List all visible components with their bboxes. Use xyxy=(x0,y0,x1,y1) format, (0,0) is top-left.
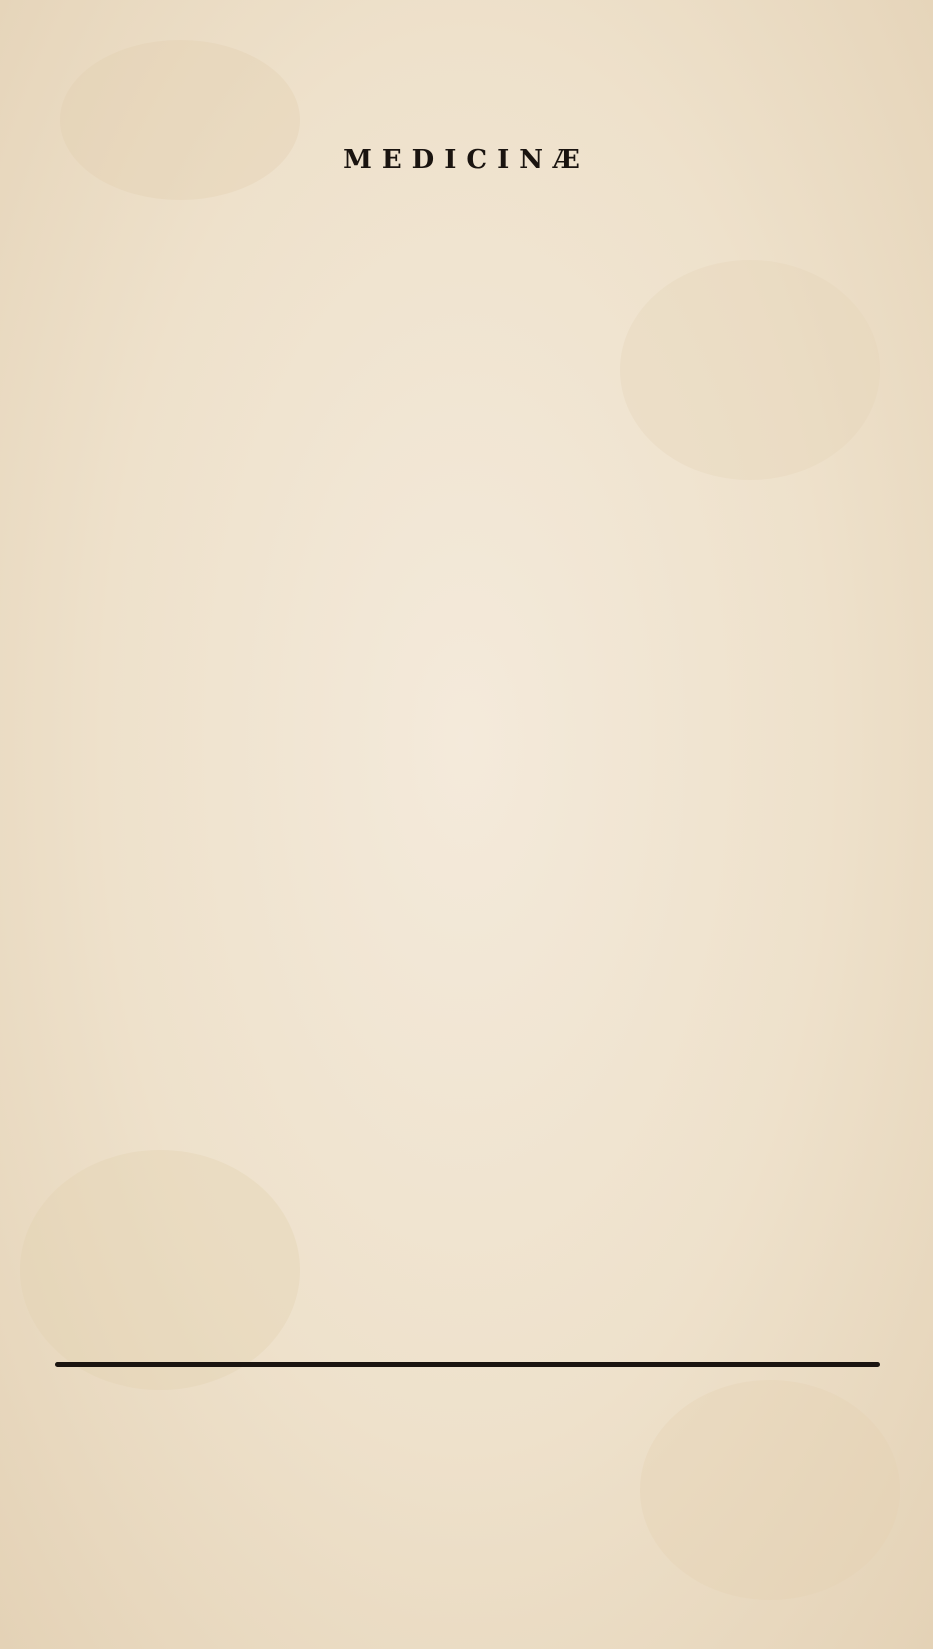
paper-stain xyxy=(640,1380,900,1600)
paper-stain xyxy=(20,1150,300,1390)
paper-stain xyxy=(620,260,880,480)
horizontal-rule xyxy=(55,1362,880,1367)
paper-stain xyxy=(60,40,300,200)
title-line-2: MEDICINÆ xyxy=(343,145,590,175)
